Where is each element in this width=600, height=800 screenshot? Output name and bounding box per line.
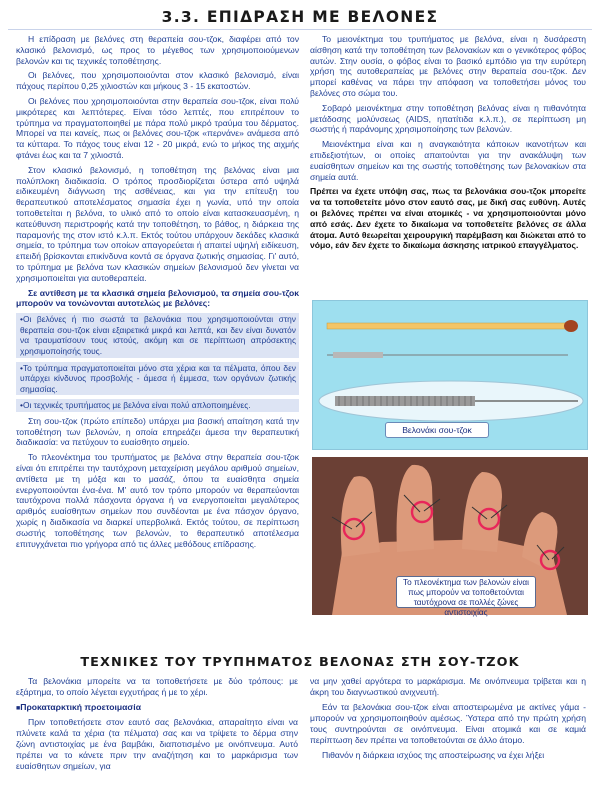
- paragraph: Το μειονέκτημα του τρυπήματος με βελόνα, είναι η δυσάρεστη αίσθηση κατά την τοποθέτηση των βελονακίων και ο γενικότερος φόβος αυτών. Στην ουσία, ο φόβος είναι το βασικό εμπόδιο για την ευρύτερη χρήση της αυτοθεραπείας με βελόνες στην θεραπεία σου-τζοκ. Δεν μπορεί καθένας να πάρει την απόφαση να τοποθετήσει μόνος του βελόνες στο σώμα του.: [310, 34, 586, 98]
- bottom-right-column: [310, 676, 586, 765]
- bold-heading: Σε αντίθεση με τα κλασικά σημεία βελονισμού, τα σημεία σου-τζοκ μπορούν να τονώνονται αυτοτελώς με βελόνες:: [16, 287, 299, 309]
- match-head: [564, 320, 578, 332]
- title-bar: [8, 6, 592, 30]
- bullet-item: • Οι τεχνικές τρυπήματος με βελόνα είναι πολύ απλοποιημένες.: [16, 399, 299, 412]
- needle-handle: [333, 352, 383, 358]
- paragraph: Η επίδραση με βελόνες στη θεραπεία σου-τζοκ, διαφέρει από τον κλασικό βελονισμό, ως προς το μέγεθος των χρησιμοποιούμενων βελονών και τις τεχνικές τοποθέτησης.: [16, 34, 299, 66]
- paragraph: Οι βελόνες, που χρησιμοποιούνται στον κλασικό βελονισμό, είναι πάχους περίπου 0,25 χιλιοστών και μήκους 3 - 15 εκατοστών.: [16, 70, 299, 92]
- bullet-item: • Οι βελόνες ή πιο σωστά τα βελονάκια που χρησιμοποιούνται στην θεραπεία σου-τζοκ είναι εξαιρετικά μικρά και λεπτά, και δεν είναι δυνατόν να τραυματίσουν τους ιστούς, ακόμη και σε περίπτωση απρόσεκτης χρησιμοποίησής τους.: [16, 313, 299, 357]
- bullet-item: • Το τρύπημα πραγματοποιείται μόνο στα χέρια και τα πέλματα, όπου δεν υπάρχει κίνδυνος προσβολής - άμεσα ή έμμεσα, των οργάνων ζωτικής σημασίας.: [16, 362, 299, 396]
- paragraph: Μειονέκτημα είναι και η αναγκαιότητα κάποιων ικανοτήτων και επιδεξιοτήτων, οι οποίες απαιτούνται για την ανακάλυψη των ευαίσθητων σημείων και της σωστής τοποθέτησης των βελονακίων στα σημεία αυτά.: [310, 139, 586, 182]
- paragraph: Τα βελονάκια μπορείτε να τα τοποθετήσετε με δύο τρόπους: με εξάρτημα, το οποίο λέγεται εγχυτήρας ή με το χέρι.: [16, 676, 298, 697]
- subheading: ■ Προκαταρκτική προετοιμασία: [16, 702, 298, 714]
- figure-caption: Βελονάκι σου-τζοκ: [385, 422, 489, 438]
- paragraph: να μην χαθεί αργότερα το μαρκάρισμα. Με οινόπνευμα τρίβεται και η άκρη του διαγνωστικού ανιχνευτή.: [310, 676, 586, 697]
- paragraph: Οι βελόνες που χρησιμοποιούνται στην θεραπεία σου-τζοκ, είναι πολύ μικρότερες και λεπτότερες. Είναι τόσο λεπτές, που επιτρέπουν το τρύπημα να πραγματοποιηθεί με πάρα πολύ μικρό τραύμα του δέρματος. Μπορεί να πει κανείς, πως οι βελόνες σου-τζοκ «περνάνε» ανάμεσα από τα κύτταρα. Το πάχος τους είναι 12 - 20 μικρά, ενώ το μήκος της αιχμής φτάνει έως και τα 7 χιλιοστά.: [16, 95, 299, 160]
- bottom-left-column: [16, 676, 298, 776]
- left-column: [16, 34, 299, 553]
- warning-block: Πρέπει να έχετε υπόψη σας, πως τα βελονάκια σου-τζοκ μπορείτε να τα τοποθετείτε μόνο στον εαυτό σας, με δική σας ευθύνη. Αυτές οι βελόνες πρέπει να είναι ατομικές - να χρησιμοποιούνται μόνο από εσάς. Δεν έχετε το δικαίωμα να τοποθετείτε βελόνες σε άλλα άτομα. Αυτό θεωρείται χειρουργική παρέμβαση και διώκεται από το νόμο, εάν δεν έχετε το δικαίωμα άσκησης ιατρικού επαγγέλματος.: [310, 186, 586, 251]
- paragraph: Πιθανόν η διάρκεια ισχύος της αποστείρωσης να έχει λήξει: [322, 750, 545, 760]
- match-stick: [327, 323, 567, 329]
- section-title: [8, 655, 592, 673]
- figure-caption: Το πλεονέκτημα των βελονών είναι πως μπορούν να τοποθετούνται ταυτόχρονα σε πολλές ζώνες αντιστοιχίας: [396, 576, 536, 608]
- page-title: 3.3. ΕΠΙΔΡΑΣΗ ΜΕ ΒΕΛΟΝΕΣ: [161, 8, 439, 26]
- paragraph: Στον κλασικό βελονισμό, η τοποθέτηση της βελόνας είναι μια πολύπλοκη διαδικασία. Ο τρόπος προσδιορίζεται ύστερα από υψηλά ειδικευμένη διάγνωση της ασθένειας, και για την επίτευξη του θεραπευτικού αποτελέσματος σημασία έχει η γωνία, υπό την οποία τοποθετείται η βελόνα, το υλικό από το οποίο είναι κατασκευασμένη, η κατεύθυνση περιστροφής κατά την τοποθέτηση, το βάθος, η διάρκεια της παραμονής της στον ιστό κ.λ.π. Εκτός τούτου υπάρχουν δεκάδες κλασικά σημεία, το τρύπημα των οποίων απαγορεύεται ή απαιτεί υψηλή ειδίκευση, επειδή βρίσκονται επικίνδυνα κοντά σε όργανα ζωτικής σημασίας. Γι' αυτό, το τρύπημα με βελόνα των κλασικών σημείων βελονισμού δεν γίνεται να χρησιμοποιείται για αυτοθεραπεία.: [16, 164, 299, 283]
- paragraph: Στη σου-τζοκ (πρώτο επίπεδο) υπάρχει μια βασική απαίτηση κατά την τοποθέτηση των βελονών, η οποία επηρεάζει άμεσα την θεραπευτική διαδικασία: να πετύχουν το ευαίσθητο σημείο.: [16, 415, 299, 448]
- paragraph: Πριν τοποθετήσετε στον εαυτό σας βελονάκια, απαραίτητο είναι να πλύνετε καλά τα χέρια (τα πέλματα) σας και να τρίψετε το δέρμα στην ζώνη αντιστοιχίας με ένα βαμβάκι, διαποτισμένο με οινόπνευμα. Αυτό πρέπει να το κάνετε πριν την αναζήτηση και το μαρκάρισμα των ευαίσθητων σημείων, για: [16, 717, 298, 771]
- paragraph: Εάν τα βελονάκια σου-τζοκ είναι αποστειρωμένα με ακτίνες γάμα - μπορούν να χρησιμοποιηθούν αμέσως. Ύστερα από την πρώτη χρήση τους συντηρούνται σε οινόπνευμα. Είναι ατομικά και σε καμιά περίπτωση δεν πρέπει να τοποθετούνται σε άλλο άτομο.: [310, 702, 586, 745]
- paragraph: Σοβαρό μειονέκτημα στην τοποθέτηση βελόνας είναι η πιθανότητα μετάδοσης μολύνσεως (AIDS, ηπατίτιδα κ.λ.π.), σε περίπτωση μη σωστής ή παράνομης χρησιμοποίησης των βελονών.: [310, 102, 586, 135]
- right-column: [310, 34, 586, 255]
- section-heading: ΤΕΧΝΙΚΕΣ ΤΟΥ ΤΡΥΠΗΜΑΤΟΣ ΒΕΛΟΝΑΣ ΣΤΗ ΣΟΥ-ΤΖΟΚ: [80, 655, 520, 670]
- paragraph: Το πλεονέκτημα του τρυπήματος με βελόνα στην θεραπεία σου-τζοκ είναι ότι επιτρέπει την ταυτόχρονη μεταχείριση μεγάλου αριθμού σημείων, αντίθετα με τη μόξα και το μασάζ, όπου τα ευαίσθητα σημεία ενεργοποιούνται ένα-ένα. Μ' αυτό τον τρόπο μπορούν να θεραπεύονται ταυτόχρονα πολλά πάσχοντα όργανα ή να ενεργοποιείται μεγαλύτερος αριθμός ευαίσθητων σημείων που συνδέονται με ένα πάσχον όργανο, χωρίς η διαδικασία να διαρκεί υπερβολικά. Εκτός τούτου, σε περίπτωση σωστής τοποθέτησης των βελονών, το θεραπευτικό αποτέλεσμα επιτυγχάνεται πιο γρήγορα από τις άλλες μεθόδους επίδρασης.: [16, 452, 299, 549]
